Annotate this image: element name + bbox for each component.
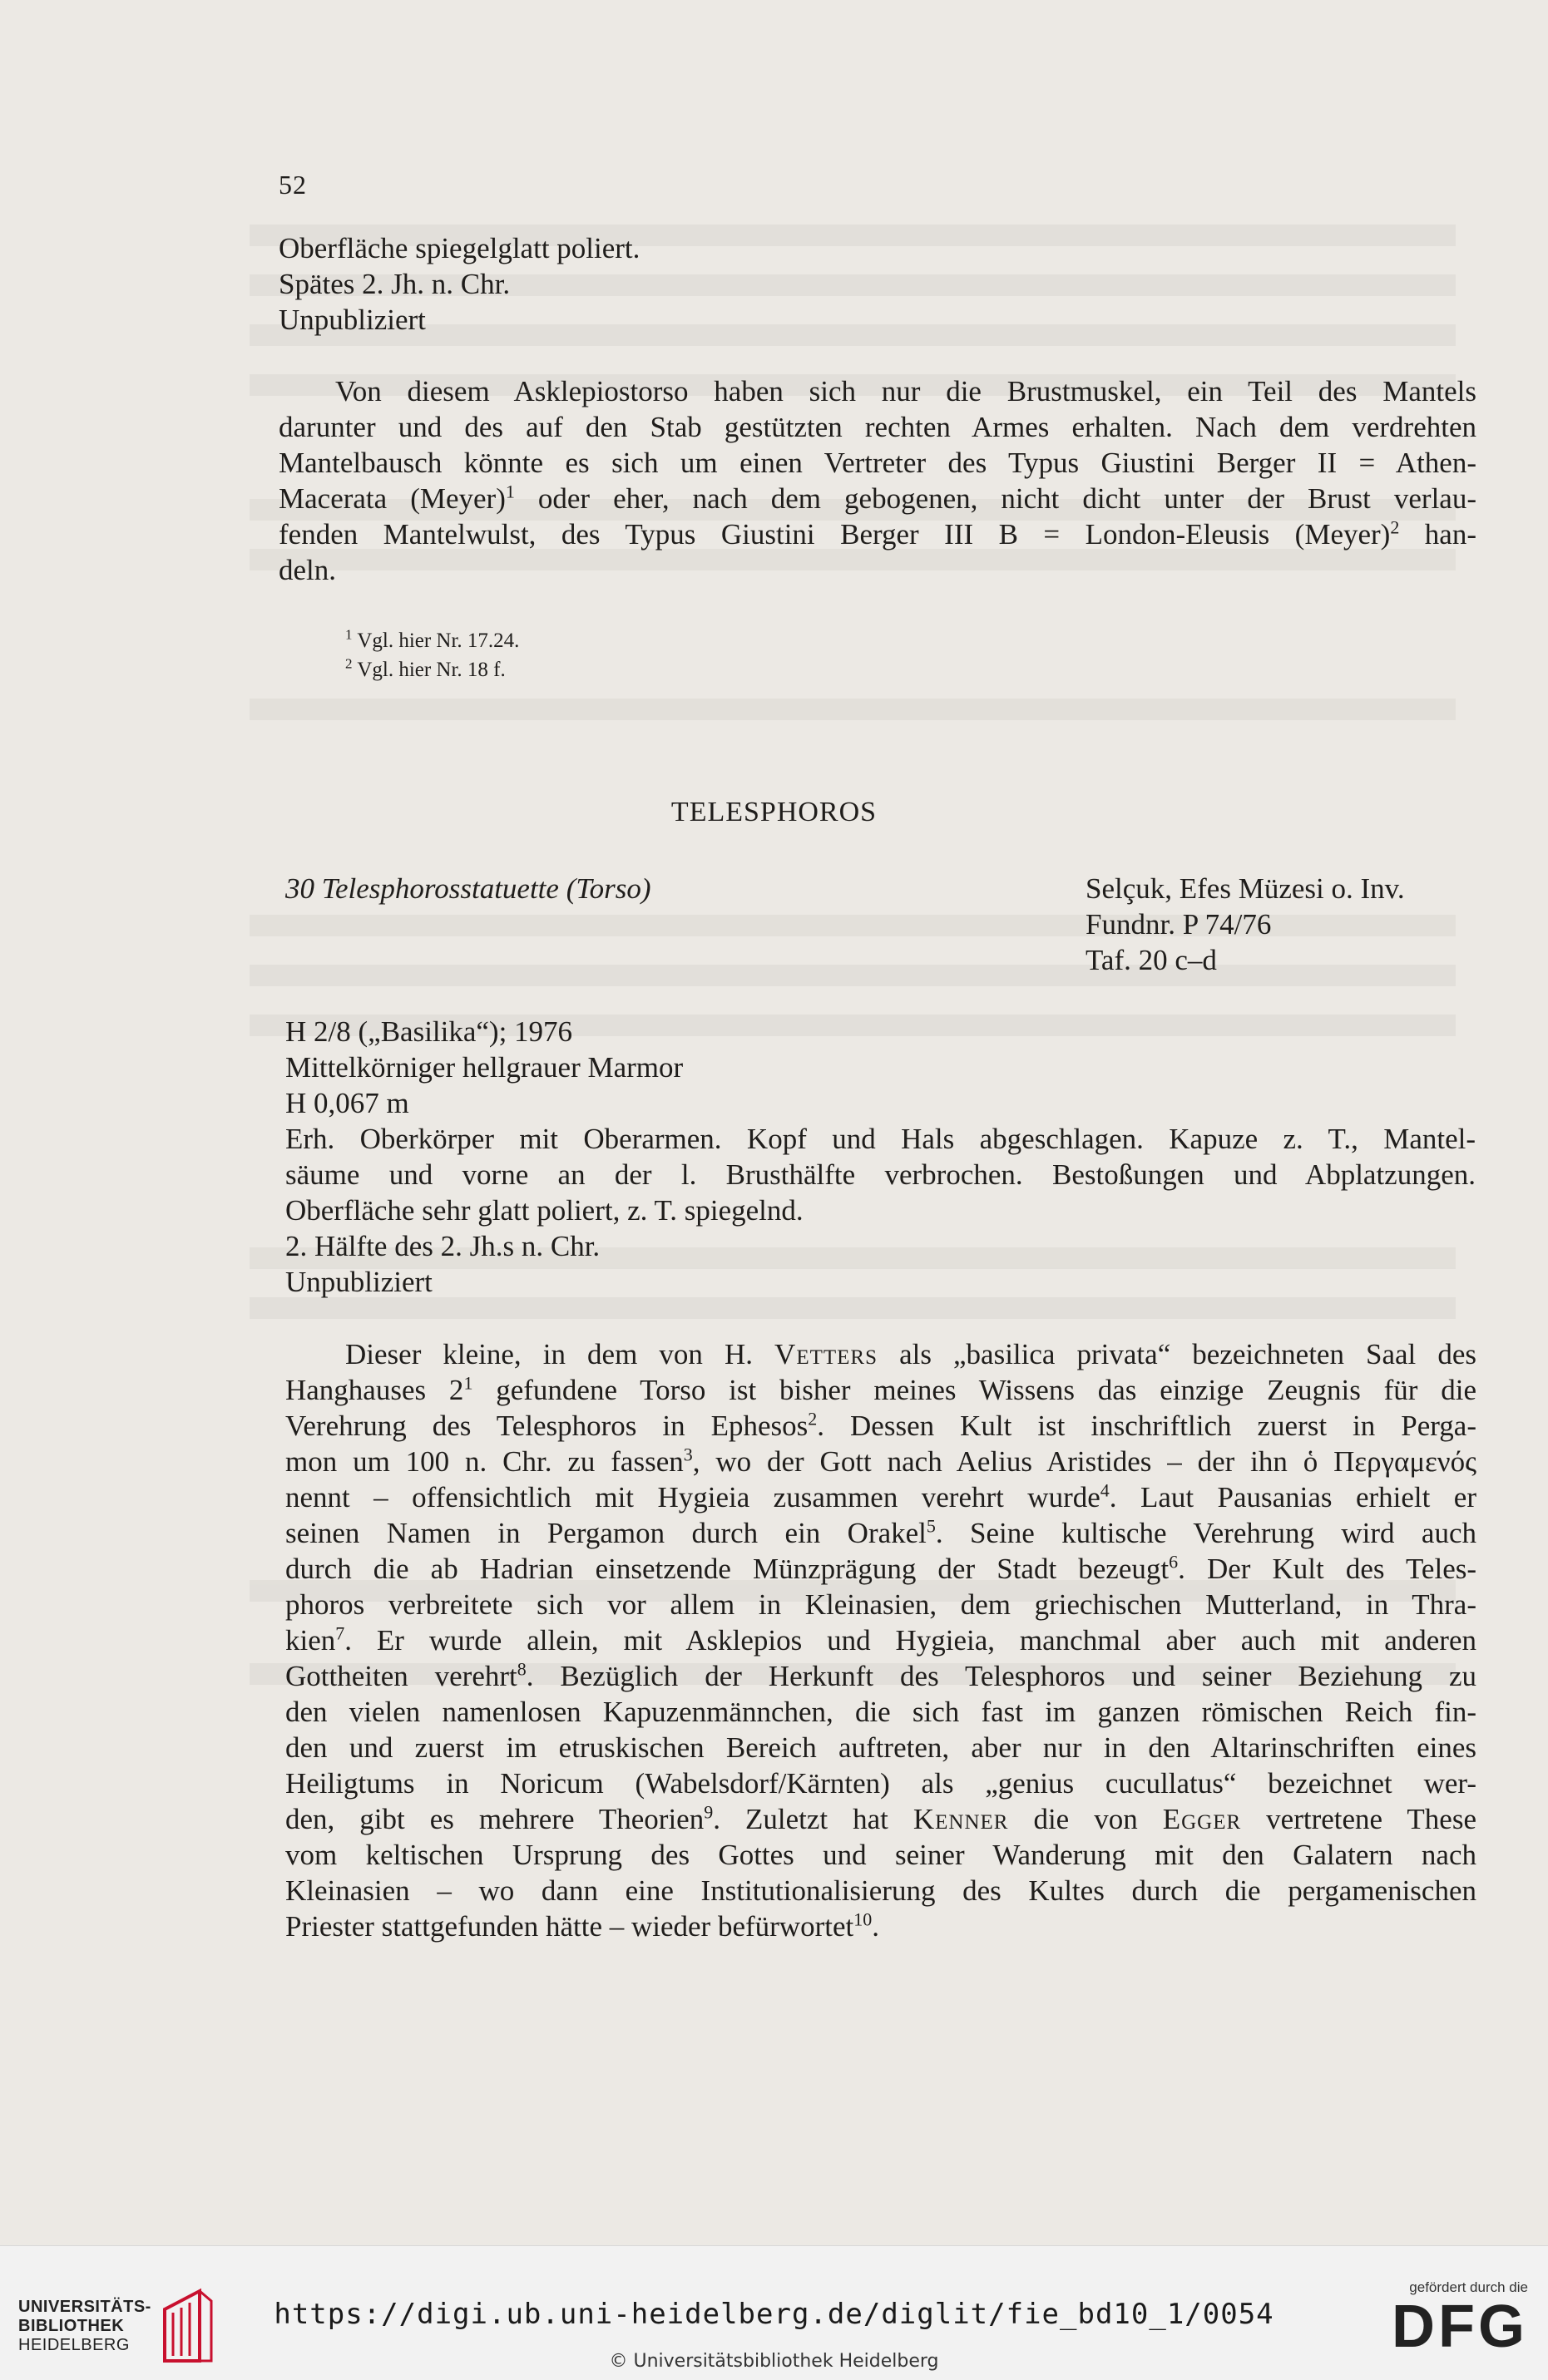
dating: 2. Hälfte des 2. Jh.s n. Chr. [285,1230,601,1262]
publication-line: Unpubliziert [279,304,426,336]
section-heading: TELESPHOROS [670,797,878,827]
paragraph-2-line-12: den und zuerst im etruskischen Bereich auftreten, aber nur in den Altarinschriften eines [285,1731,1476,1764]
paragraph-2-line-15: vom keltischen Ursprung des Gottes und seiner Wanderung mit den Galatern nach [285,1839,1476,1871]
paragraph-2-line-14: den, gibt es mehrere Theorien$^9$. Zuletzt hat Kenner die von Egger vertretene These [285,1801,1476,1835]
entry-location-2: Fundnr. P 74/76 [1086,908,1272,941]
paragraph-2-line-8: phoros verbreitete sich vor allem in Kleinasien, dem griechischen Mutterland, in Thra- [285,1588,1476,1621]
paragraph-2-line-6: seinen Namen in Pergamon durch ein Orakel$^5$. Seine kultische Verehrung wird auch [285,1515,1476,1549]
condition-line-1: Erh. Oberkörper mit Oberarmen. Kopf und Hals abgeschlagen. Kapuze z. T., Mantel- [285,1123,1476,1155]
footnote-ref: 2 [1390,516,1400,538]
paragraph-2-line-1: Dieser kleine, in dem von H. Vetters als „basilica privata“ bezeichneten Saal des [345,1338,1477,1370]
viewer-footer [0,2245,1548,2380]
paragraph-2-line-2: Hanghauses $2^1$ gefundene Torso ist bisher meines Wissens das einzige Zeugnis für die [285,1372,1476,1406]
date-line: Spätes 2. Jh. n. Chr. [279,268,511,300]
paragraph-2-line-10: Gottheiten verehrt$^8$. Bezüglich der Herkunft des Telesphoros und seiner Beziehung zu [285,1658,1476,1692]
paragraph-2-line-5: nennt – offensichtlich mit Hygieia zusammen verehrt wurde$^4$. Laut Pausanias erhielt er [285,1479,1476,1513]
publication-status: Unpubliziert [285,1266,433,1298]
footnote-2: $^2$ Vgl. hier Nr. 18 f. [345,655,506,681]
footnote-ref: 1 [505,481,515,502]
paragraph-1-line-2: darunter und des auf den Stab gestützten rechten Armes erhalten. Nach dem verdrehten [279,411,1476,443]
height: H 0,067 m [285,1087,409,1119]
dfg-wordmark: DFG [1392,2294,1528,2360]
material: Mittelkörniger hellgrauer Marmor [285,1051,684,1084]
paragraph-2-line-4: mon um 100 n. Chr. zu fassen$^3$, wo der Gott nach Aelius Aristides – der ihn ὁ Περγαμενός [285,1444,1476,1478]
paragraph-2-line-17: Priester stattgefunden hätte – wieder befürwortet$^{10}$. [285,1908,879,1943]
paragraph-1-line-6: deln. [279,554,337,586]
permalink-url[interactable]: https://digi.ub.uni-heidelberg.de/diglit/fie_bd10_1/0054 [274,2298,1274,2331]
paragraph-1-line-3: Mantelbausch könnte es sich um einen Vertreter des Typus Giustini Berger II = Athen- [279,447,1476,479]
surface-note-line: Oberfläche spiegelglatt poliert. [279,232,640,264]
entry-location-1: Selçuk, Efes Müzesi o. Inv. [1086,872,1405,905]
find-context: H 2/8 („Basilika“); 1976 [285,1015,573,1048]
paragraph-2-line-9: kien$^7$. Er wurde allein, mit Asklepios und Hygieia, manchmal aber auch mit anderen [285,1622,1476,1657]
condition-line-2: säume und vorne an der l. Brusthälfte verbrochen. Bestoßungen und Abplatzungen. [285,1158,1476,1191]
library-name: UNIVERSITÄTS- BIBLIOTHEK HEIDELBERG [18,2298,151,2354]
footnote-1: $^1$ Vgl. hier Nr. 17.24. [345,626,520,652]
paragraph-2-line-13: Heiligtums in Noricum (Wabelsdorf/Kärnten) als „genius cucullatus“ bezeichnet wer- [285,1767,1476,1800]
page-number: 52 [279,170,307,200]
entry-title: 30 Telesphorosstatuette (Torso) [285,872,651,905]
dfg-logo[interactable] [1392,2279,1528,2360]
paragraph-1-line-1: Von diesem Asklepiostorso haben sich nur die Brustmuskel, ein Teil des Mantels [335,375,1476,407]
funder-caption: gefördert durch die [1409,2279,1528,2295]
paragraph-2-line-16: Kleinasien – wo dann eine Institutionalisierung des Kultes durch die pergamenischen [285,1874,1476,1907]
paragraph-2-line-7: durch die ab Hadrian einsetzende Münzprägung der Stadt bezeugt$^6$. Der Kult des Teles- [285,1551,1476,1585]
paragraph-1-line-4: Macerata (Meyer)$^1$ oder eher, nach dem gebogenen, nicht dicht unter der Brust verlau- [279,481,1476,515]
paragraph-1-line-5: fenden Mantelwulst, des Typus Giustini Berger III B = London-Eleusis (Meyer)$^2$ han- [279,516,1476,551]
surface: Oberfläche sehr glatt poliert, z. T. spiegelnd. [285,1194,804,1227]
paragraph-2-line-3: Verehrung des Telesphoros in Ephesos$^2$. Dessen Kult ist inschriftlich zuerst in Perga- [285,1408,1476,1442]
paragraph-2-line-11: den vielen namenlosen Kapuzenmännchen, die sich fast im ganzen römischen Reich fin- [285,1696,1476,1728]
entry-location-3: Taf. 20 c–d [1086,944,1217,976]
copyright-notice: © Universitätsbibliothek Heidelberg [609,2351,939,2372]
